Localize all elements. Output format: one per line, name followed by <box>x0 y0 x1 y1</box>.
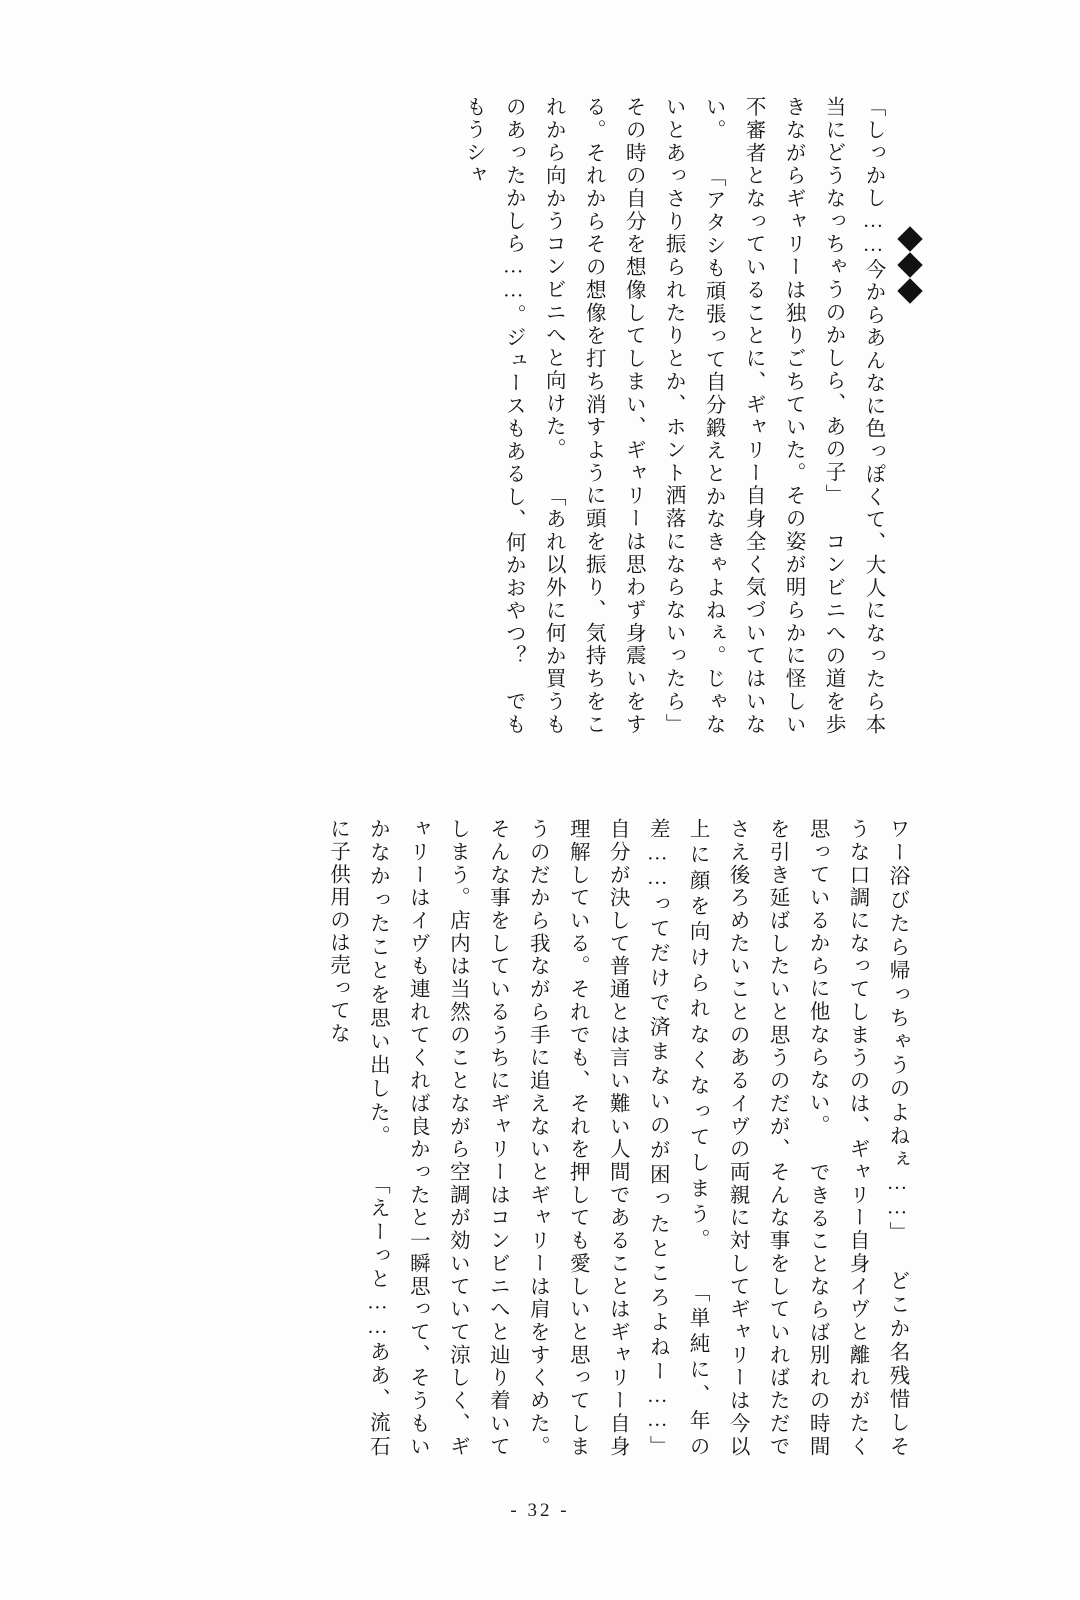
page-number: - 32 - <box>510 1500 570 1521</box>
section-ornament <box>890 228 930 302</box>
body-text-bottom <box>176 818 916 1458</box>
body-paragraph-top: 「しっかし……今からあんなに色っぽくて、大人になったら本当にどうなっちゃうのかしら、あの子」 コンビニへの道を歩きながらギャリーは独りごちていた。その姿が明らかに怪しい不審者となっていることに、ギャリー自身全く気づいてはいない。 「アタシも頑張って自分鍛えとかなきゃよねぇ。じゃないとあっさり振られたりとか、ホント洒落にならないったら」 その時の自分を想像してしまい、ギャリーは思わず身震いをする。それからその想像を打ち消すように頭を振り、気持ちをこれから向かうコンビニへと向けた。 「あれ以外に何か買うものあったかしら……。ジュースもあるし、何かおやつ？ でももうシャ <box>462 96 884 736</box>
diamond-icon <box>897 252 922 277</box>
diamond-icon <box>897 278 922 303</box>
diamond-icon <box>897 226 922 251</box>
body-text-top <box>176 96 892 736</box>
body-paragraph-bottom: ワー浴びたら帰っちゃうのよねぇ……」 どこか名残惜しそうな口調になってしまうのは、ギャリー自身イヴと離れがたく思っているからに他ならない。 できることならば別れの時間を引き延ばしたいと思うのだが、そんな事をしていればただでさえ後ろめたいことのあるイヴの両親に対してギャリーは今以上に顔を向けられなくなってしまう。 「単純に、年の差……ってだけで済まないのが困ったところよねー……」 自分が決して普通とは言い難い人間であることはギャリー自身理解している。それでも、それを押しても愛しいと思ってしまうのだから我ながら手に追えないとギャリーは肩をすくめた。 そんな事をしているうちにギャリーはコンビニへと辿り着いてしまう。店内は当然のことながら空調が効いていて涼しく、ギャリーはイヴも連れてくれば良かったと一瞬思って、そうもいかなかったことを思い出した。 「えーっと……ああ、流石に子供用のは売ってな <box>326 818 908 1458</box>
